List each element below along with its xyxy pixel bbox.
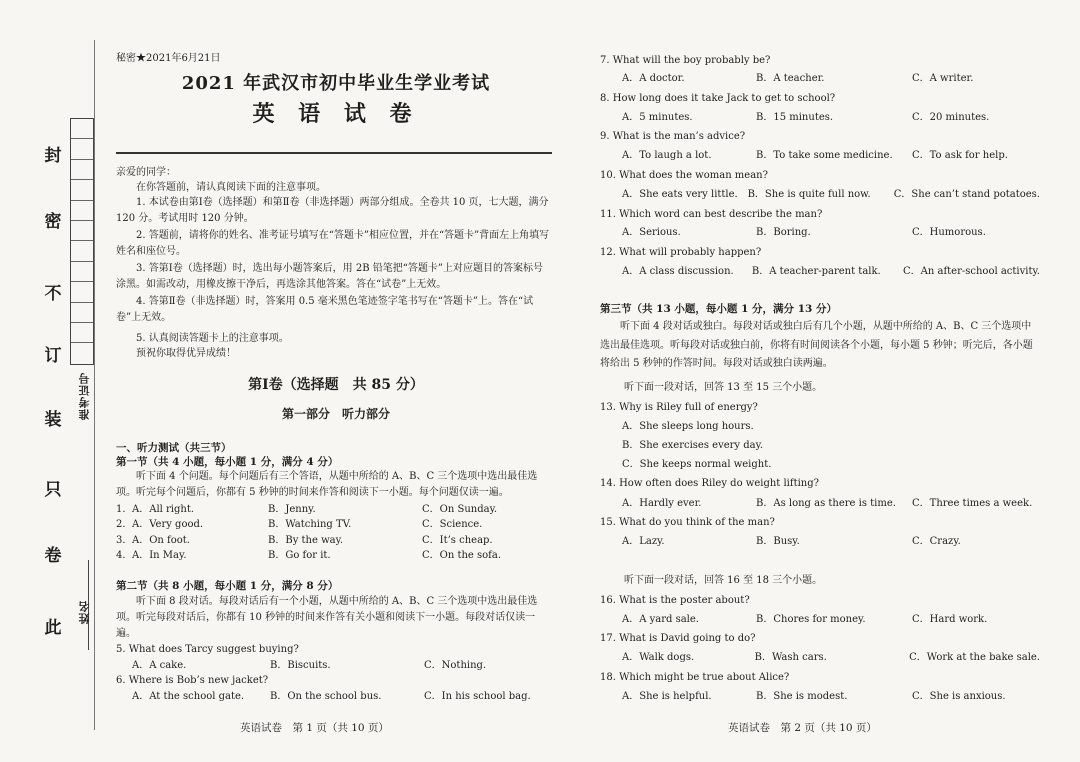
question-text: 5. What does Tarcy suggest buying?	[116, 644, 299, 655]
question-options	[600, 535, 1040, 548]
question-options	[600, 613, 1040, 626]
question-text: 8. How long does it take Jack to get to school?	[600, 93, 836, 104]
option-b[interactable]: B．As long as there is time.	[756, 498, 896, 509]
seal-char: 装	[44, 410, 62, 430]
option-a[interactable]: A．All right.	[132, 504, 195, 515]
question-text: 11. Which word can best describe the man?	[600, 209, 823, 220]
option-c[interactable]: C．It’s cheap.	[422, 535, 493, 546]
notice-3: 3. 答第Ⅰ卷（选择题）时，选出每小题答案后，用 2B 铅笔把“答题卡”上对应题目的答案标号涂黑。如需改动，用橡皮擦干净后，再选涂其他答案。答在“试卷”上无效。	[116, 263, 543, 290]
option-a[interactable]: A．Very good.	[132, 519, 204, 530]
option-c[interactable]: C．She keeps normal weight.	[622, 459, 772, 470]
option-b[interactable]: B．A teacher-parent talk.	[751, 266, 881, 277]
option-b[interactable]: B．By the way.	[268, 535, 344, 546]
question-text: 17. What is David going to do?	[600, 633, 756, 644]
question-text: 14. How often does Riley do weight lifting?	[600, 478, 819, 489]
section1-item	[116, 503, 556, 516]
question-options	[600, 111, 1040, 124]
part-title: 第Ⅰ卷（选择题 共 85 分）	[248, 377, 424, 393]
option-a[interactable]: A．She is helpful.	[622, 691, 712, 702]
exam-title: 2021 年武汉市初中毕业生学业考试	[181, 73, 491, 94]
question-options	[600, 226, 1040, 239]
item-number: 1．	[116, 504, 133, 515]
option-a[interactable]: A．A yard sale.	[622, 614, 699, 625]
option-c[interactable]: C．Crazy.	[912, 536, 961, 547]
option-b[interactable]: B．Watching TV.	[268, 519, 352, 530]
notice-4: 4. 答第Ⅱ卷（非选择题）时，答案用 0.5 毫米黑色笔迹签字笔书写在“答题卡”上。答在“试卷”上无效。	[116, 296, 534, 323]
option-b[interactable]: B．On the school bus.	[270, 691, 382, 702]
greeting: 亲爱的同学：	[116, 167, 176, 178]
question-options	[116, 659, 556, 672]
notice-intro: 在你答题前，请认真阅读下面的注意事项。	[136, 182, 326, 193]
question-options	[600, 651, 1040, 664]
section3-intro: 听下面 4 段对话或独白。每段对话或独白后有几个小题，从题中所给的 A、B、C 三个选项中选出最佳选项。听每段对话或独白前，你将有时间阅读各个小题，每小题 5 秒钟；听完后，各小题将给出 5 秒钟的作答时间。每段对话或独白读两遍。	[600, 321, 1033, 369]
seal-char: 只	[44, 480, 62, 500]
question-text: 7. What will the boy probably be?	[600, 55, 771, 66]
option-c[interactable]: C．A writer.	[912, 73, 974, 84]
option-c[interactable]: C．Humorous.	[912, 227, 986, 238]
option-a[interactable]: A．She eats very little.	[622, 189, 738, 200]
option-a[interactable]: A．A cake.	[132, 660, 187, 671]
section1-item	[116, 518, 556, 531]
option-c[interactable]: C．Three times a week.	[912, 498, 1033, 509]
seal-char: 此	[44, 618, 62, 638]
section1-item	[116, 549, 556, 562]
notice-1: 1. 本试卷由第Ⅰ卷（选择题）和第Ⅱ卷（非选择题）两部分组成。全卷共 10 页，七大题，满分 120 分。考试用时 120 分钟。	[116, 197, 549, 224]
item-number: 2．	[116, 519, 133, 530]
listening-title: 一、听力测试（共三节）	[116, 442, 232, 454]
question-options	[600, 497, 1040, 510]
title-rule	[116, 152, 552, 154]
option-c[interactable]: C．In his school bag.	[424, 691, 531, 702]
option-b[interactable]: B．Biscuits.	[270, 660, 331, 671]
option-a[interactable]: A．To laugh a lot.	[622, 150, 712, 161]
name-label: 姓名	[78, 600, 91, 624]
seal-char: 不	[44, 284, 62, 304]
question-text: 16. What is the poster about?	[600, 595, 750, 606]
seal-char: 卷	[44, 546, 62, 566]
option-b[interactable]: B．Jenny.	[268, 504, 316, 515]
section2-intro: 听下面 8 段对话。每段对话后有一个小题，从题中所给的 A、B、C 三个选项中选出最佳选项。听完每段对话后，你都有 10 秒钟的时间来作答有关小题和阅读下一小题。每段对话仅读一遍。	[116, 596, 538, 639]
option-a[interactable]: A．Hardly ever.	[622, 498, 702, 509]
binding-strip	[0, 0, 110, 762]
option-b[interactable]: B．She is quite full now.	[747, 189, 871, 200]
group-note: 听下面一段对话，回答 13 至 15 三个小题。	[624, 382, 823, 393]
option-b[interactable]: B．She is modest.	[756, 691, 848, 702]
question-options	[600, 265, 1040, 278]
section3-title: 第三节（共 13 小题，每小题 1 分，满分 13 分）	[600, 303, 837, 315]
question-text: 15. What do you think of the man?	[600, 517, 775, 528]
option-c[interactable]: C．To ask for help.	[912, 150, 1008, 161]
part-subtitle: 第一部分 听力部分	[281, 407, 390, 421]
wish: 预祝你取得优异成绩！	[136, 348, 236, 359]
secret-label: 秘密★2021年6月21日	[116, 53, 221, 64]
question-text: 6. Where is Bob’s new jacket?	[116, 675, 269, 686]
item-number: 4．	[116, 550, 133, 561]
option-c[interactable]: C．Hard work.	[912, 614, 988, 625]
option-c[interactable]: C．An after-school activity.	[903, 266, 1040, 277]
seal-char: 密	[44, 212, 62, 232]
option-c[interactable]: C．On the sofa.	[422, 550, 502, 561]
exam-number-boxes[interactable]	[70, 118, 94, 365]
notice-5: 5. 认真阅读答题卡上的注意事项。	[136, 333, 289, 344]
option-a[interactable]: A．Walk dogs.	[622, 652, 695, 663]
option-a[interactable]: A．In May.	[132, 550, 187, 561]
option-b[interactable]: B．Wash cars.	[754, 652, 827, 663]
notice-2: 2. 答题前，请将你的姓名、准考证号填写在“答题卡”相应位置，并在“答题卡”背面左上角填写姓名和座位号。	[116, 230, 550, 257]
option-b[interactable]: B．Boring.	[756, 227, 811, 238]
question-text: 18. Which might be true about Alice?	[600, 672, 790, 683]
option-c[interactable]: C．She is anxious.	[912, 691, 1006, 702]
option-b[interactable]: B．Busy.	[756, 536, 800, 547]
option-c[interactable]: C．She can’t stand potatoes.	[893, 189, 1040, 200]
option-c[interactable]: C．20 minutes.	[912, 112, 990, 123]
exam-subtitle: 英 语 试 卷	[252, 101, 420, 127]
question-options	[600, 188, 1040, 201]
question-text: 10. What does the woman mean?	[600, 170, 768, 181]
page-1-footer: 英语试卷 第 1 页（共 10 页）	[240, 722, 389, 734]
question-text: 9. What is the man’s advice?	[600, 131, 746, 142]
option-c[interactable]: C．Work at the bake sale.	[909, 652, 1040, 663]
exam-number-label: 准考证号	[78, 372, 91, 420]
option-a[interactable]: A．5 minutes.	[622, 112, 693, 123]
item-number: 3．	[116, 535, 133, 546]
option-a[interactable]: A．A doctor.	[622, 73, 685, 84]
option-c[interactable]: C．Science.	[422, 519, 483, 530]
option-a[interactable]: A．At the school gate.	[132, 691, 245, 702]
option-b[interactable]: B．15 minutes.	[756, 112, 834, 123]
seal-char: 封	[44, 146, 62, 166]
option-b[interactable]: B．A teacher.	[756, 73, 825, 84]
question-text: 12. What will probably happen?	[600, 247, 762, 258]
option-b[interactable]: B．Go for it.	[268, 550, 331, 561]
option-c[interactable]: C．On Sunday.	[422, 504, 498, 515]
question-options	[600, 149, 1040, 162]
option-a[interactable]: A．She sleeps long hours.	[622, 421, 754, 432]
section1-title: 第一节（共 4 小题，每小题 1 分，满分 4 分）	[116, 456, 339, 468]
question-text: 13. Why is Riley full of energy?	[600, 402, 758, 413]
question-options	[116, 690, 556, 703]
section1-intro: 听下面 4 个问题。每个问题后有三个答语，从题中所给的 A、B、C 三个选项中选出最佳选项。听完每个问题后，你都有 5 秒钟的时间来作答和阅读下一小题。每个问题仅读一遍。	[116, 471, 538, 498]
option-a[interactable]: A．A class discussion.	[622, 266, 734, 277]
group-note: 听下面一段对话，回答 16 至 18 三个小题。	[624, 575, 823, 586]
question-options	[600, 72, 1040, 85]
option-c[interactable]: C．Nothing.	[424, 660, 487, 671]
option-b[interactable]: B．She exercises every day.	[622, 440, 764, 451]
fold-line	[94, 40, 95, 730]
page-2-footer: 英语试卷 第 2 页（共 10 页）	[728, 722, 877, 734]
option-a[interactable]: A．Serious.	[622, 227, 681, 238]
section1-item	[116, 534, 556, 547]
section2-title: 第二节（共 8 小题，每小题 1 分，满分 8 分）	[116, 580, 339, 592]
option-a[interactable]: A．On foot.	[132, 535, 190, 546]
option-b[interactable]: B．To take some medicine.	[756, 150, 893, 161]
seal-char: 订	[44, 346, 62, 366]
option-b[interactable]: B．Chores for money.	[756, 614, 866, 625]
question-options	[600, 690, 1040, 703]
option-a[interactable]: A．Lazy.	[622, 536, 665, 547]
